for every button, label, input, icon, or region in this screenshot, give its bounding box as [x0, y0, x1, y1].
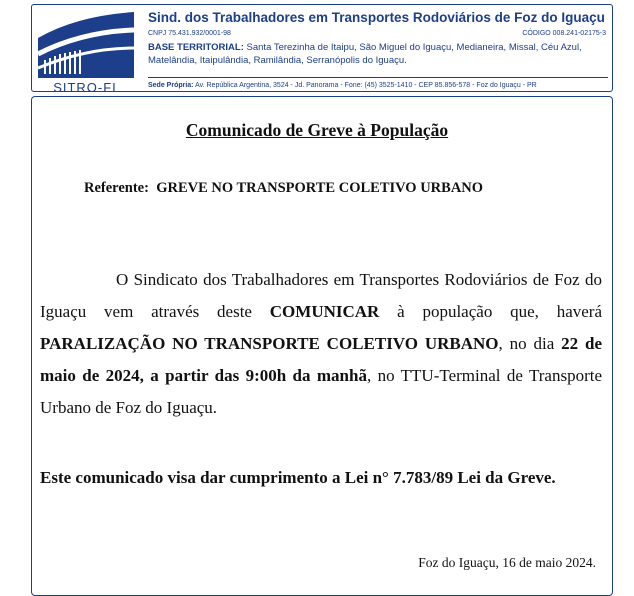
paragraph-text-1: O Sindicato dos Trabalhadores em Transportes Rodoviários de Foz do Iguaçu vem através deste — [40, 270, 602, 321]
sede-propria — [148, 82, 537, 89]
codigo: CÓDIGO 008.241-02175-3 — [522, 30, 606, 37]
document-title: Comunicado de Greve à População — [185, 120, 449, 140]
paragraph-text-3: , no dia — [498, 334, 562, 353]
sede-label: Sede Própria: — [148, 82, 194, 89]
document-date: Foz do Iguaçu, 16 de maio 2024. — [418, 555, 596, 570]
sede-text: Av. República Argentina, 3524 - Jd. Panorama - Fone: (45) 3525-1410 - CEP 85.856-578 - Foz do Iguaçu - PR — [195, 82, 537, 89]
comunicar-emphasis: COMUNICAR — [269, 302, 380, 321]
logo-text: SITRO-FI — [53, 80, 117, 95]
paralizacao-emphasis: PARALIZAÇÃO NO TRANSPORTE COLETIVO URBANO — [40, 334, 499, 353]
strike-date-emphasis: 22 de maio de 2024, a partir das 9:00h da manhã — [40, 334, 603, 385]
reference-line — [84, 180, 483, 197]
letterhead — [31, 4, 613, 95]
base-text: Santa Terezinha de Itaipu, São Miguel do Iguaçu, Medianeira, Missal, Céu Azul, Matelândia, Itaipulândia, Ramilândia, Serranópolis do Iguaçu. — [148, 42, 582, 66]
cnpj: CNPJ 75.431.932/0001-98 — [148, 30, 231, 37]
base-territorial — [148, 41, 610, 67]
reference-label: Referente: — [84, 180, 149, 196]
reference-text: GREVE NO TRANSPORTE COLETIVO URBANO — [156, 180, 484, 196]
paragraph-text-4: , no TTU-Terminal de Transporte Urbano de Foz do Iguaçu. — [40, 366, 603, 417]
paragraph-text-2: à população que, haverá — [379, 302, 603, 321]
sitro-fi-logo — [36, 8, 136, 88]
union-name: Sind. dos Trabalhadores em Transportes Rodoviários de Foz do Iguaçu — [148, 10, 605, 25]
law-reference: Este comunicado visa dar cumprimento a Lei n° 7.783/89 Lei da Greve. — [40, 468, 556, 487]
announcement-paragraph — [40, 264, 602, 424]
base-label: BASE TERRITORIAL: — [148, 42, 244, 53]
header-divider — [148, 77, 608, 78]
